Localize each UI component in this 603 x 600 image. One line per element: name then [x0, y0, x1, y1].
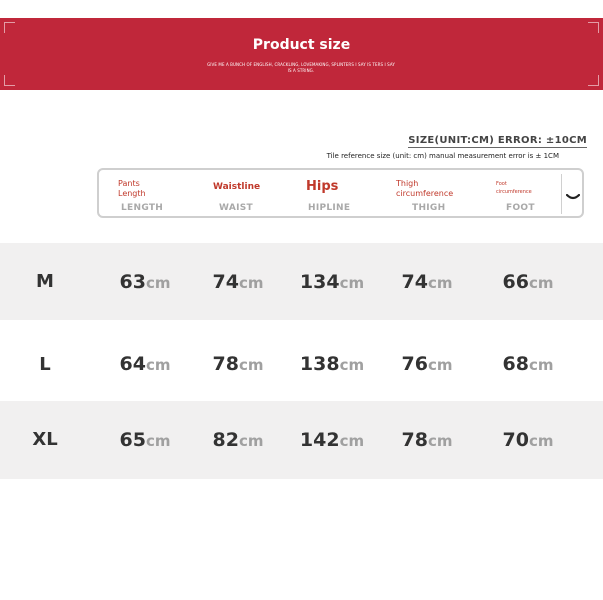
unit: cm: [528, 356, 554, 374]
unit: cm: [145, 356, 171, 374]
value: 70: [502, 429, 529, 451]
value: 138: [299, 353, 340, 375]
value: 82: [212, 429, 239, 451]
column-header-waist: [213, 170, 273, 216]
cell-hipline: [300, 429, 364, 451]
value: 64: [119, 353, 146, 375]
size-unit-error-title: SIZE(UNIT:CM) ERROR: ±10CM: [408, 135, 587, 146]
cell-hipline: [300, 271, 364, 293]
value: 63: [119, 271, 146, 293]
cell-thigh: [402, 429, 453, 451]
corner-decoration: [4, 22, 15, 33]
cell-foot: [503, 429, 554, 451]
column-label-en: HIPLINE: [308, 203, 351, 213]
size-label: XL: [32, 429, 58, 450]
column-label-cn: Pants Length: [118, 179, 146, 198]
column-header-length: [117, 170, 177, 216]
cell-thigh: [402, 271, 453, 293]
unit: cm: [238, 432, 264, 450]
value: 74: [401, 271, 428, 293]
column-label-cn: Hips: [306, 179, 339, 194]
size-label: L: [39, 354, 51, 375]
column-label-en: THIGH: [412, 203, 446, 213]
unit: cm: [528, 274, 554, 292]
column-header-hipline: [306, 170, 376, 216]
unit: cm: [339, 432, 365, 450]
product-size-banner: [0, 18, 603, 90]
unit: cm: [528, 432, 554, 450]
unit: cm: [339, 274, 365, 292]
unit: cm: [145, 432, 171, 450]
unit: cm: [339, 356, 365, 374]
scroll-chevron[interactable]: [561, 174, 583, 214]
column-label-en: LENGTH: [121, 203, 164, 213]
measurement-note: Tile reference size (unit: cm) manual measurement error is ± 1CM: [326, 152, 559, 160]
cell-waist: [213, 353, 264, 375]
value: 78: [401, 429, 428, 451]
value: 65: [119, 429, 146, 451]
column-label-en: WAIST: [219, 203, 253, 213]
value: 78: [212, 353, 239, 375]
unit: cm: [427, 432, 453, 450]
table-row-m: [0, 243, 603, 320]
unit: cm: [145, 274, 171, 292]
column-label-en: FOOT: [506, 203, 535, 213]
cell-waist: [213, 429, 264, 451]
table-row-xl: [0, 401, 603, 479]
cell-length: [120, 353, 171, 375]
value: 66: [502, 271, 529, 293]
banner-subtitle: GIVE ME A BUNCH OF ENGLISH, CRACKLING, LOVEMAKING, SPLINTERS I SAY IS TERS I SAY IS A STRING.: [207, 62, 395, 73]
column-header-foot: [496, 170, 556, 216]
column-label-cn: Waistline: [213, 182, 261, 192]
cell-thigh: [402, 353, 453, 375]
column-header-box: [97, 168, 584, 218]
unit: cm: [238, 274, 264, 292]
corner-decoration: [588, 75, 599, 86]
cell-foot: [503, 353, 554, 375]
cell-length: [120, 271, 171, 293]
value: 68: [502, 353, 529, 375]
column-label-cn: Foot circumference: [496, 181, 532, 195]
cell-waist: [213, 271, 264, 293]
table-row-l: [0, 320, 603, 401]
cell-length: [120, 429, 171, 451]
corner-decoration: [588, 22, 599, 33]
column-label-cn: Thigh circumference: [396, 179, 454, 198]
value: 76: [401, 353, 428, 375]
size-label: M: [36, 271, 54, 292]
value: 134: [299, 271, 340, 293]
unit: cm: [427, 356, 453, 374]
cell-hipline: [300, 353, 364, 375]
column-header-thigh: [396, 170, 466, 216]
unit: cm: [238, 356, 264, 374]
cell-foot: [503, 271, 554, 293]
value: 142: [299, 429, 340, 451]
value: 74: [212, 271, 239, 293]
unit: cm: [427, 274, 453, 292]
banner-title: Product size: [252, 37, 351, 53]
corner-decoration: [4, 75, 15, 86]
chevron-down-icon: [566, 194, 580, 202]
